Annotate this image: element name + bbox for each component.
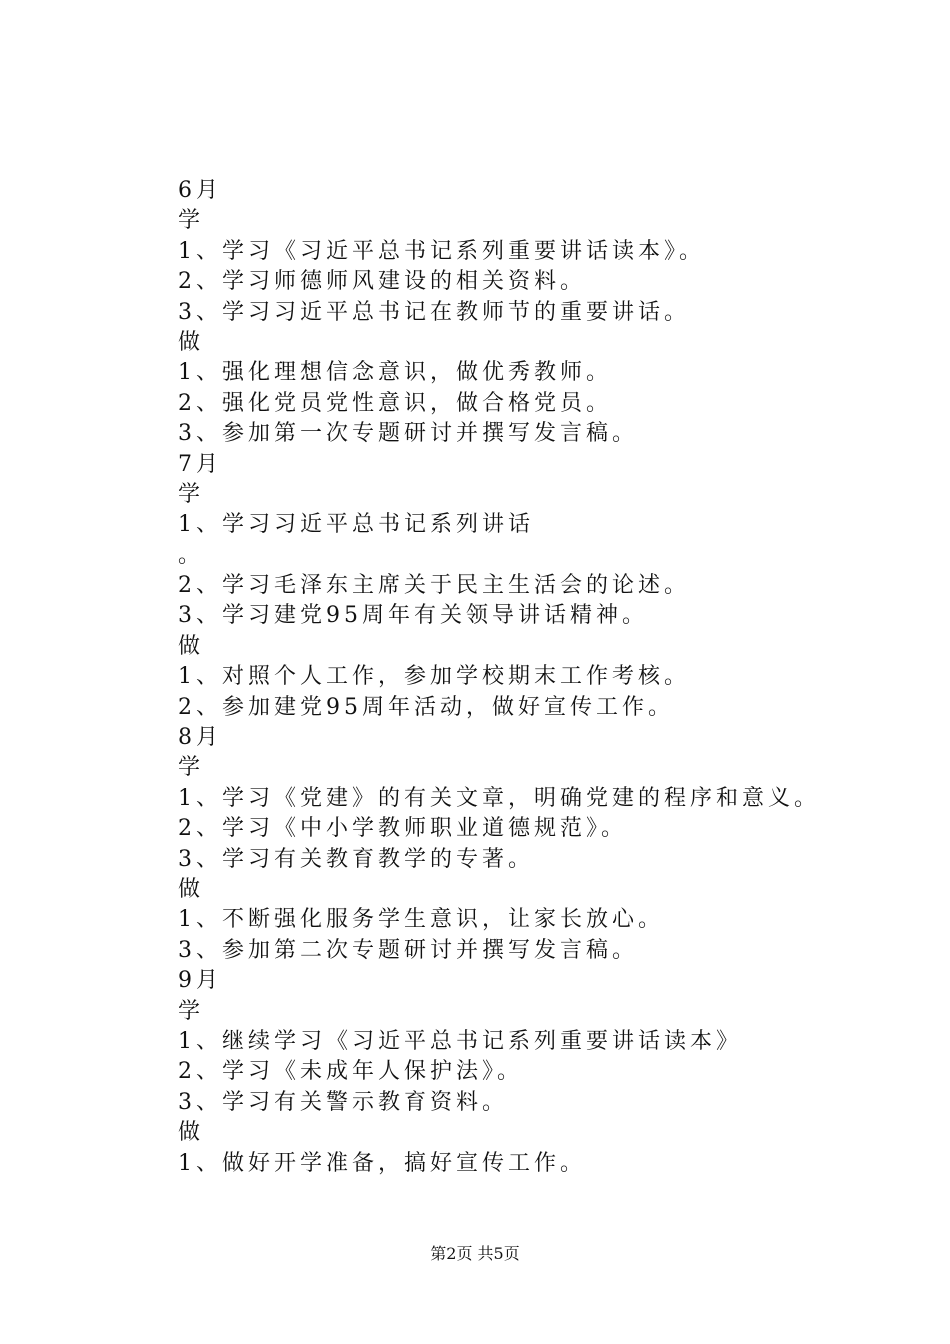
document-line: 1、强化理想信念意识，做优秀教师。 (178, 360, 612, 386)
document-line: 3、学习习近平总书记在教师节的重要讲话。 (178, 299, 690, 325)
document-line: 1、学习习近平总书记系列讲话 (178, 512, 534, 538)
document-line: 2、学习《未成年人保护法》。 (178, 1059, 523, 1085)
document-line: 1、学习《习近平总书记系列重要讲话读本》。 (178, 238, 705, 264)
document-line: 2、学习师德师风建设的相关资料。 (178, 269, 586, 295)
document-line: 学 (178, 998, 205, 1024)
document-line: 7月 (178, 451, 222, 477)
document-line: 8月 (178, 725, 222, 751)
document-line: 3、参加第二次专题研讨并撰写发言稿。 (178, 937, 638, 963)
document-line: 1、学习《党建》的有关文章，明确党建的程序和意义。 (178, 785, 820, 811)
document-line: 2、学习《中小学教师职业道德规范》。 (178, 816, 627, 842)
document-line: 1、不断强化服务学生意识，让家长放心。 (178, 907, 664, 933)
document-line: 1、继续学习《习近平总书记系列重要讲话读本》 (178, 1028, 742, 1054)
document-line: 1、做好开学准备，搞好宣传工作。 (178, 1150, 586, 1176)
document-body (178, 176, 878, 1179)
document-line: 。 (178, 542, 205, 568)
document-line: 做 (178, 1120, 205, 1146)
document-line: 学 (178, 208, 205, 234)
document-line: 2、强化党员党性意识，做合格党员。 (178, 390, 612, 416)
document-line: 做 (178, 876, 205, 902)
document-line: 1、对照个人工作，参加学校期末工作考核。 (178, 664, 690, 690)
document-line: 3、学习有关警示教育资料。 (178, 1089, 508, 1115)
document-line: 2、学习毛泽东主席关于民主生活会的论述。 (178, 573, 690, 599)
document-line: 做 (178, 633, 205, 659)
document-line: 学 (178, 481, 205, 507)
document-line: 学 (178, 755, 205, 781)
page-footer: 第2页 共5页 (430, 1244, 520, 1263)
document-line: 9月 (178, 968, 222, 994)
document-line: 3、学习有关教育教学的专著。 (178, 846, 534, 872)
document-line: 做 (178, 329, 205, 355)
document-line: 6月 (178, 178, 222, 203)
document-line: 2、参加建党95周年活动，做好宣传工作。 (178, 694, 674, 720)
document-line: 3、学习建党95周年有关领导讲话精神。 (178, 603, 648, 629)
document-line: 3、参加第一次专题研讨并撰写发言稿。 (178, 421, 638, 447)
